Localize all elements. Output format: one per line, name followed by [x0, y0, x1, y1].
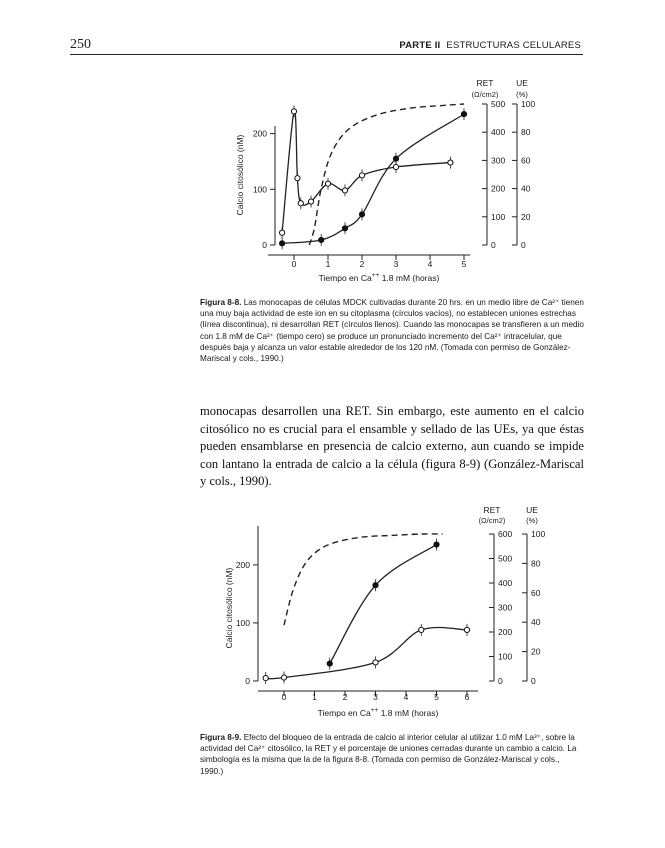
fig1-ret-tick-label-5: 500: [491, 99, 506, 109]
fig1-x-tick-label-2: 2: [359, 259, 365, 269]
fig1-ylabel: Calcio citosólico (nM): [235, 134, 245, 216]
fig2-ylabel: Calcio citosólico (nM): [224, 567, 234, 649]
fig2-ret-tick-label-6: 600: [498, 529, 513, 539]
part-label: PARTE II: [399, 40, 441, 51]
fig1-ret-axis-unit: (Ω/cm2): [471, 90, 499, 99]
fig2-ret-tick-label-0: 0: [498, 676, 503, 686]
fig2-ue-tick-label-2: 40: [531, 617, 541, 628]
fig1-ret-axis-label: RET: [476, 78, 494, 88]
fig2-x-tick-label-1: 1: [312, 692, 317, 702]
fig1-x-tick-label-5: 5: [461, 259, 467, 269]
fig1-ue-tick-label-0: 0: [521, 240, 526, 250]
fig2-ret-tick-label-4: 400: [498, 578, 513, 588]
fig2-xlabel-rest: 1.8 mM (horas): [378, 708, 439, 718]
fig2-series-0-point-1: [281, 675, 286, 680]
fig1-ue-tick-label-5: 100: [521, 99, 536, 109]
fig2-x-tick-label-0: 0: [281, 692, 287, 702]
fig2-ret-tick-label-3: 300: [498, 602, 513, 613]
fig1-x-tick-label-4: 4: [427, 259, 433, 269]
fig1-ue-axis-label: UE: [516, 78, 528, 88]
figure-8-9-caption-text: Efecto del bloqueo de la entrada de calcio al interior celular al utilizar 1.0 mM La³⁺, sobre la actividad del Ca²⁺ citosólico, la RET y el porcentaje de uniones cerradas durante un cambio a calcio. La simbología es la misma que la de la figura 8-8. (Tomada con permiso de González-Mariscal y cols., 1990.): [200, 733, 577, 776]
fig1-x-tick-label-1: 1: [325, 259, 331, 269]
fig1-ue-tick-label-2: 40: [521, 183, 531, 194]
fig2-series-0-line: [266, 627, 467, 678]
fig2-ret-axis-label: RET: [483, 505, 501, 515]
figure-8-8-caption-text: Las monocapas de células MDCK cultivadas durante 20 hrs. en un medio libre de Ca²⁺ tienen una muy baja actividad de este ion en su citoplasma (círculos vacíos), no establecen uniones estrechas (línea discontinua), ni desarrollan RET (círculos llenos). Cuando las monocapas se transfieren a un medio con 1.8 mM de Ca²⁺ (tiempo cero) se produce un pronunciado incremento del Ca²⁺ intracelular, que después baja y alcanza un valor estable alrededor de los 120 nM. (Tomada con permiso de González-Mariscal y cols., 1990.): [200, 298, 584, 364]
fig2-ue-axis-label: UE: [526, 505, 538, 515]
fig2-series-0-point-3: [419, 627, 424, 632]
fig2-calcio-tick-label-2: 200: [235, 559, 250, 570]
fig2-xlabel-sup: ++: [370, 707, 379, 714]
fig2-calcio-tick-label-1: 100: [235, 617, 250, 628]
fig2-calcio-tick-label-0: 0: [245, 676, 250, 686]
fig1-calcio-tick-label-1: 100: [252, 184, 267, 195]
fig1-ue-tick-label-4: 80: [521, 127, 531, 138]
fig2-series-0-point-0: [263, 675, 268, 680]
fig1-xlabel-rest: 1.8 mM (horas): [379, 273, 440, 283]
fig1-x-tick-label-3: 3: [393, 259, 399, 269]
fig2-ue-tick-label-1: 20: [531, 646, 541, 657]
fig2-x-tick-label-2: 2: [342, 692, 348, 702]
page-number: 250: [70, 37, 91, 52]
fig2-x-tick-label-4: 4: [403, 692, 409, 702]
fig2-x-tick-label-3: 3: [373, 692, 378, 702]
fig2-series-1-point-0: [327, 661, 332, 666]
fig2-ue-tick-label-4: 80: [531, 558, 541, 569]
body-paragraph: monocapas desarrollen una RET. Sin embargo, este aumento en el calcio citosólico no es crucial para el ensamble y sellado de las UEs, ya que éstas pueden ensamblarse en presencia de calcio externo, aun cuando se impide con lantano la entrada de calcio a la célula (figura 8-9) (González-Mariscal y cols., 1990).: [200, 404, 584, 489]
fig2-ret-tick-label-2: 200: [498, 627, 513, 637]
fig1-calcio-tick-label-0: 0: [262, 240, 267, 250]
fig2-ue-tick-label-0: 0: [531, 676, 536, 686]
part-title: ESTRUCTURAS CELULARES: [446, 40, 581, 51]
fig2-ret-tick-label-1: 100: [498, 651, 513, 662]
fig2-ue-axis-unit: (%): [526, 516, 538, 525]
fig2-x-tick-label-5: 5: [434, 692, 439, 702]
fig2-series-0-point-2: [373, 660, 378, 665]
figure-8-8-caption-label: Figura 8-8.: [200, 298, 242, 307]
fig1-ret-tick-label-3: 300: [491, 155, 506, 166]
fig1-calcio-tick-label-2: 200: [252, 128, 267, 139]
fig2-series-1-point-1: [373, 583, 378, 588]
fig1-ret-tick-label-4: 400: [491, 127, 506, 138]
fig2-series-1-line: [330, 545, 437, 664]
fig2-series-0-point-4: [464, 627, 469, 632]
figure-8-9-caption-label: Figura 8-9.: [200, 733, 242, 742]
fig1-x-tick-label-0: 0: [291, 259, 297, 269]
fig1-ret-tick-label-1: 100: [491, 211, 506, 222]
fig2-ue-tick-label-3: 60: [531, 587, 541, 598]
fig2-ret-axis-unit: (Ω/cm2): [478, 516, 506, 525]
fig2-series-1-point-2: [434, 542, 439, 547]
fig1-xlabel-main: Tiempo en Ca: [318, 273, 372, 283]
fig1-ret-tick-label-2: 200: [491, 183, 506, 194]
fig1-ue-tick-label-3: 60: [521, 155, 531, 166]
fig2-ue-tick-label-5: 100: [531, 529, 546, 539]
fig2-x-tick-label-6: 6: [464, 692, 470, 702]
fig2-xlabel: [318, 707, 439, 718]
figure-8-9-caption: [200, 732, 584, 777]
fig1-ue-axis-unit: (%): [516, 90, 528, 99]
fig2-xlabel-main: Tiempo en Ca: [317, 708, 371, 718]
fig1-ue-tick-label-1: 20: [521, 211, 531, 222]
fig1-xlabel-sup: ++: [371, 272, 380, 279]
fig2-series-2-line: [284, 534, 443, 625]
fig2-ret-tick-label-5: 500: [498, 553, 513, 564]
fig1-ret-tick-label-0: 0: [491, 240, 496, 250]
